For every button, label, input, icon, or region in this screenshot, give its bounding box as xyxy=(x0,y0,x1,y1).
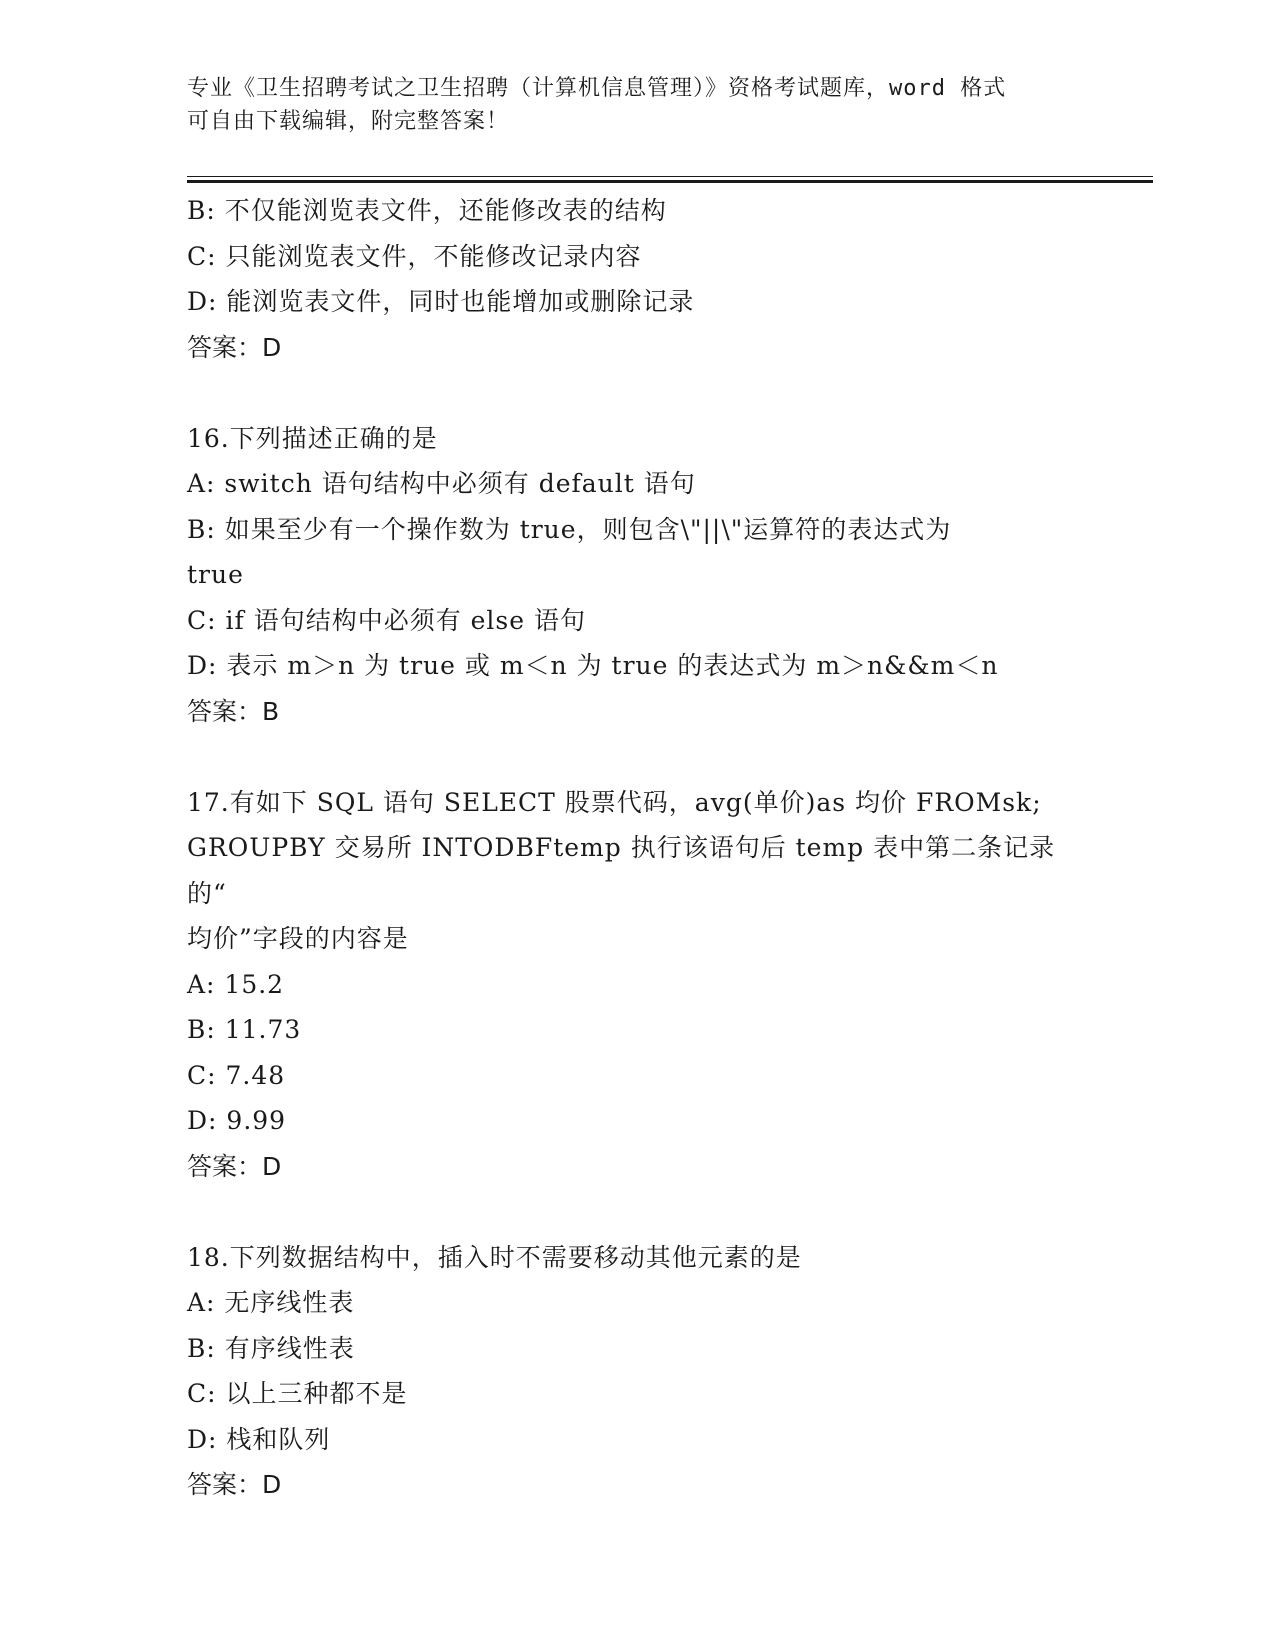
question-17 xyxy=(187,780,1067,1190)
header-rule-thick xyxy=(187,180,1153,183)
option-d: D: 栈和队列 xyxy=(187,1424,331,1454)
option-d: D: 能浏览表文件，同时也能增加或删除记录 xyxy=(187,287,695,316)
answer: 答案：D xyxy=(187,1470,282,1499)
option-d: D: 9.99 xyxy=(187,1106,287,1135)
question-stem-line-1: 17.有如下 SQL 语句 SELECT 股票代码，avg(单价)as 均价 FROMsk; xyxy=(187,787,1042,817)
option-b-continued: true xyxy=(187,560,244,589)
option-b: B: 11.73 xyxy=(187,1015,302,1044)
option-a: A: 15.2 xyxy=(187,969,285,999)
option-b: B: 有序线性表 xyxy=(187,1333,355,1363)
option-c: C: 7.48 xyxy=(187,1060,286,1090)
option-c: C: 只能浏览表文件，不能修改记录内容 xyxy=(187,241,642,271)
question-15-continued xyxy=(187,188,1067,370)
option-c: C: 以上三种都不是 xyxy=(187,1379,408,1408)
header-line-1: 专业《卫生招聘考试之卫生招聘（计算机信息管理）》资格考试题库，word 格式 xyxy=(187,76,1007,101)
answer: 答案：D xyxy=(187,1151,282,1181)
question-18 xyxy=(187,1235,1067,1508)
header-rule-thin xyxy=(187,176,1153,177)
option-b: B: 不仅能浏览表文件，还能修改表的结构 xyxy=(187,196,667,225)
option-b: B: 如果至少有一个操作数为 true，则包含\"||\"运算符的表达式为 xyxy=(187,514,952,544)
question-stem: 18.下列数据结构中，插入时不需要移动其他元素的是 xyxy=(187,1242,802,1272)
document-header xyxy=(187,72,1067,138)
header-line-2: 可自由下载编辑，附完整答案！ xyxy=(187,109,510,134)
option-a: A: 无序线性表 xyxy=(187,1288,355,1317)
option-a: A: switch 语句结构中必须有 default 语句 xyxy=(187,469,696,498)
answer: 答案：D xyxy=(187,332,282,362)
question-stem-line-3: 均价”字段的内容是 xyxy=(187,924,409,953)
question-16 xyxy=(187,416,1067,735)
question-stem-line-2: GROUPBY 交易所 INTODBFtemp 执行该语句后 temp 表中第二条记录的“ xyxy=(187,833,1056,908)
question-stem: 16.下列描述正确的是 xyxy=(187,423,438,453)
answer: 答案：B xyxy=(187,696,280,726)
question-content xyxy=(187,188,1067,1508)
option-d: D: 表示 m＞n 为 true 或 m＜n 为 true 的表达式为 m＞n&&m＜n xyxy=(187,651,999,680)
option-c: C: if 语句结构中必须有 else 语句 xyxy=(187,605,587,635)
